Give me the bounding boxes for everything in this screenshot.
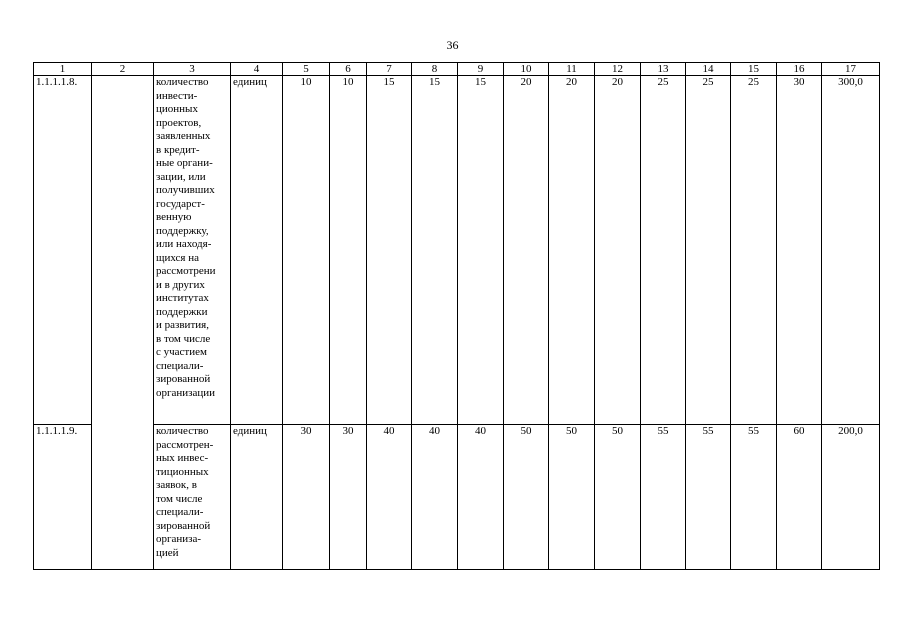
value-cell: 50	[549, 425, 595, 570]
name-line: заявленных	[156, 130, 211, 142]
value-cell: 40	[458, 425, 504, 570]
empty-cell	[92, 76, 154, 570]
page-number: 36	[446, 38, 459, 52]
value-cell: 10	[330, 76, 367, 425]
name-line: количество	[156, 76, 209, 88]
total-cell: 200,0	[822, 425, 880, 570]
name-line: ных инвес-	[156, 452, 209, 464]
value-cell: 55	[731, 425, 777, 570]
name-line: инвести-	[156, 89, 198, 102]
value-cell: 60	[777, 425, 822, 570]
value-cell: 15	[412, 76, 458, 425]
row-unit: единиц	[231, 425, 283, 570]
value-cell: 15	[367, 76, 412, 425]
value-cell: 20	[549, 76, 595, 425]
value-cell: 55	[641, 425, 686, 570]
value-cell: 25	[686, 76, 731, 425]
name-line: институтах	[156, 292, 209, 304]
value-cell: 30	[777, 76, 822, 425]
name-line: тиционных	[156, 465, 209, 478]
header-cell: 9	[458, 63, 504, 76]
value-cell: 30	[330, 425, 367, 570]
name-line: цией	[156, 546, 179, 559]
name-line: с участием	[156, 346, 207, 358]
header-cell: 6	[330, 63, 367, 76]
row-code: 1.1.1.1.9.	[34, 425, 92, 570]
name-line: организации	[156, 386, 216, 399]
name-line: ные органи-	[156, 157, 213, 169]
name-line: и в других	[156, 278, 205, 291]
value-cell: 55	[686, 425, 731, 570]
name-line: зации, или	[156, 170, 206, 183]
table-row	[34, 76, 880, 425]
name-line: в кредит-	[156, 143, 200, 156]
value-cell: 10	[283, 76, 330, 425]
header-cell: 7	[367, 63, 412, 76]
header-cell: 11	[549, 63, 595, 76]
value-cell: 20	[504, 76, 549, 425]
name-line: организа-	[156, 533, 202, 545]
name-line: государст-	[156, 197, 205, 210]
name-line: заявок, в	[156, 479, 197, 491]
data-table	[33, 62, 880, 570]
row-code: 1.1.1.1.8.	[34, 76, 92, 425]
header-row	[34, 63, 880, 76]
total-cell: 300,0	[822, 76, 880, 425]
header-cell: 17	[822, 63, 880, 76]
header-cell: 1	[34, 63, 92, 76]
name-line: ционных	[156, 103, 198, 115]
name-line: или находя-	[156, 238, 212, 250]
header-cell: 14	[686, 63, 731, 76]
value-cell: 25	[731, 76, 777, 425]
header-cell: 10	[504, 63, 549, 76]
value-cell: 15	[458, 76, 504, 425]
row-unit: единиц	[231, 76, 283, 425]
table-row	[34, 425, 880, 570]
name-line: поддержки	[156, 305, 208, 318]
name-line: рассмотрени	[156, 265, 216, 277]
header-cell: 16	[777, 63, 822, 76]
name-line: рассмотрен-	[156, 438, 214, 451]
header-cell: 2	[92, 63, 154, 76]
row-name	[154, 425, 231, 570]
name-line: зированной	[156, 373, 211, 385]
row-name	[154, 76, 231, 425]
name-line: и развития,	[156, 319, 209, 331]
header-cell: 4	[231, 63, 283, 76]
value-cell: 40	[367, 425, 412, 570]
value-cell: 30	[283, 425, 330, 570]
name-line: в том числе	[156, 332, 211, 345]
name-line: том числе	[156, 492, 203, 505]
name-line: специали-	[156, 506, 204, 518]
header-cell: 12	[595, 63, 641, 76]
name-line: зированной	[156, 519, 211, 532]
header-cell: 3	[154, 63, 231, 76]
name-line: проектов,	[156, 116, 202, 129]
header-cell: 15	[731, 63, 777, 76]
value-cell: 50	[595, 425, 641, 570]
value-cell: 50	[504, 425, 549, 570]
name-line: получивших	[156, 184, 215, 196]
name-line: щихся на	[156, 251, 200, 264]
name-line: поддержку,	[156, 224, 209, 237]
header-cell: 8	[412, 63, 458, 76]
value-cell: 40	[412, 425, 458, 570]
header-cell: 13	[641, 63, 686, 76]
value-cell: 25	[641, 76, 686, 425]
name-line: количество	[156, 425, 209, 437]
name-line: специали-	[156, 359, 204, 372]
header-cell: 5	[283, 63, 330, 76]
name-line: венную	[156, 211, 192, 223]
value-cell: 20	[595, 76, 641, 425]
